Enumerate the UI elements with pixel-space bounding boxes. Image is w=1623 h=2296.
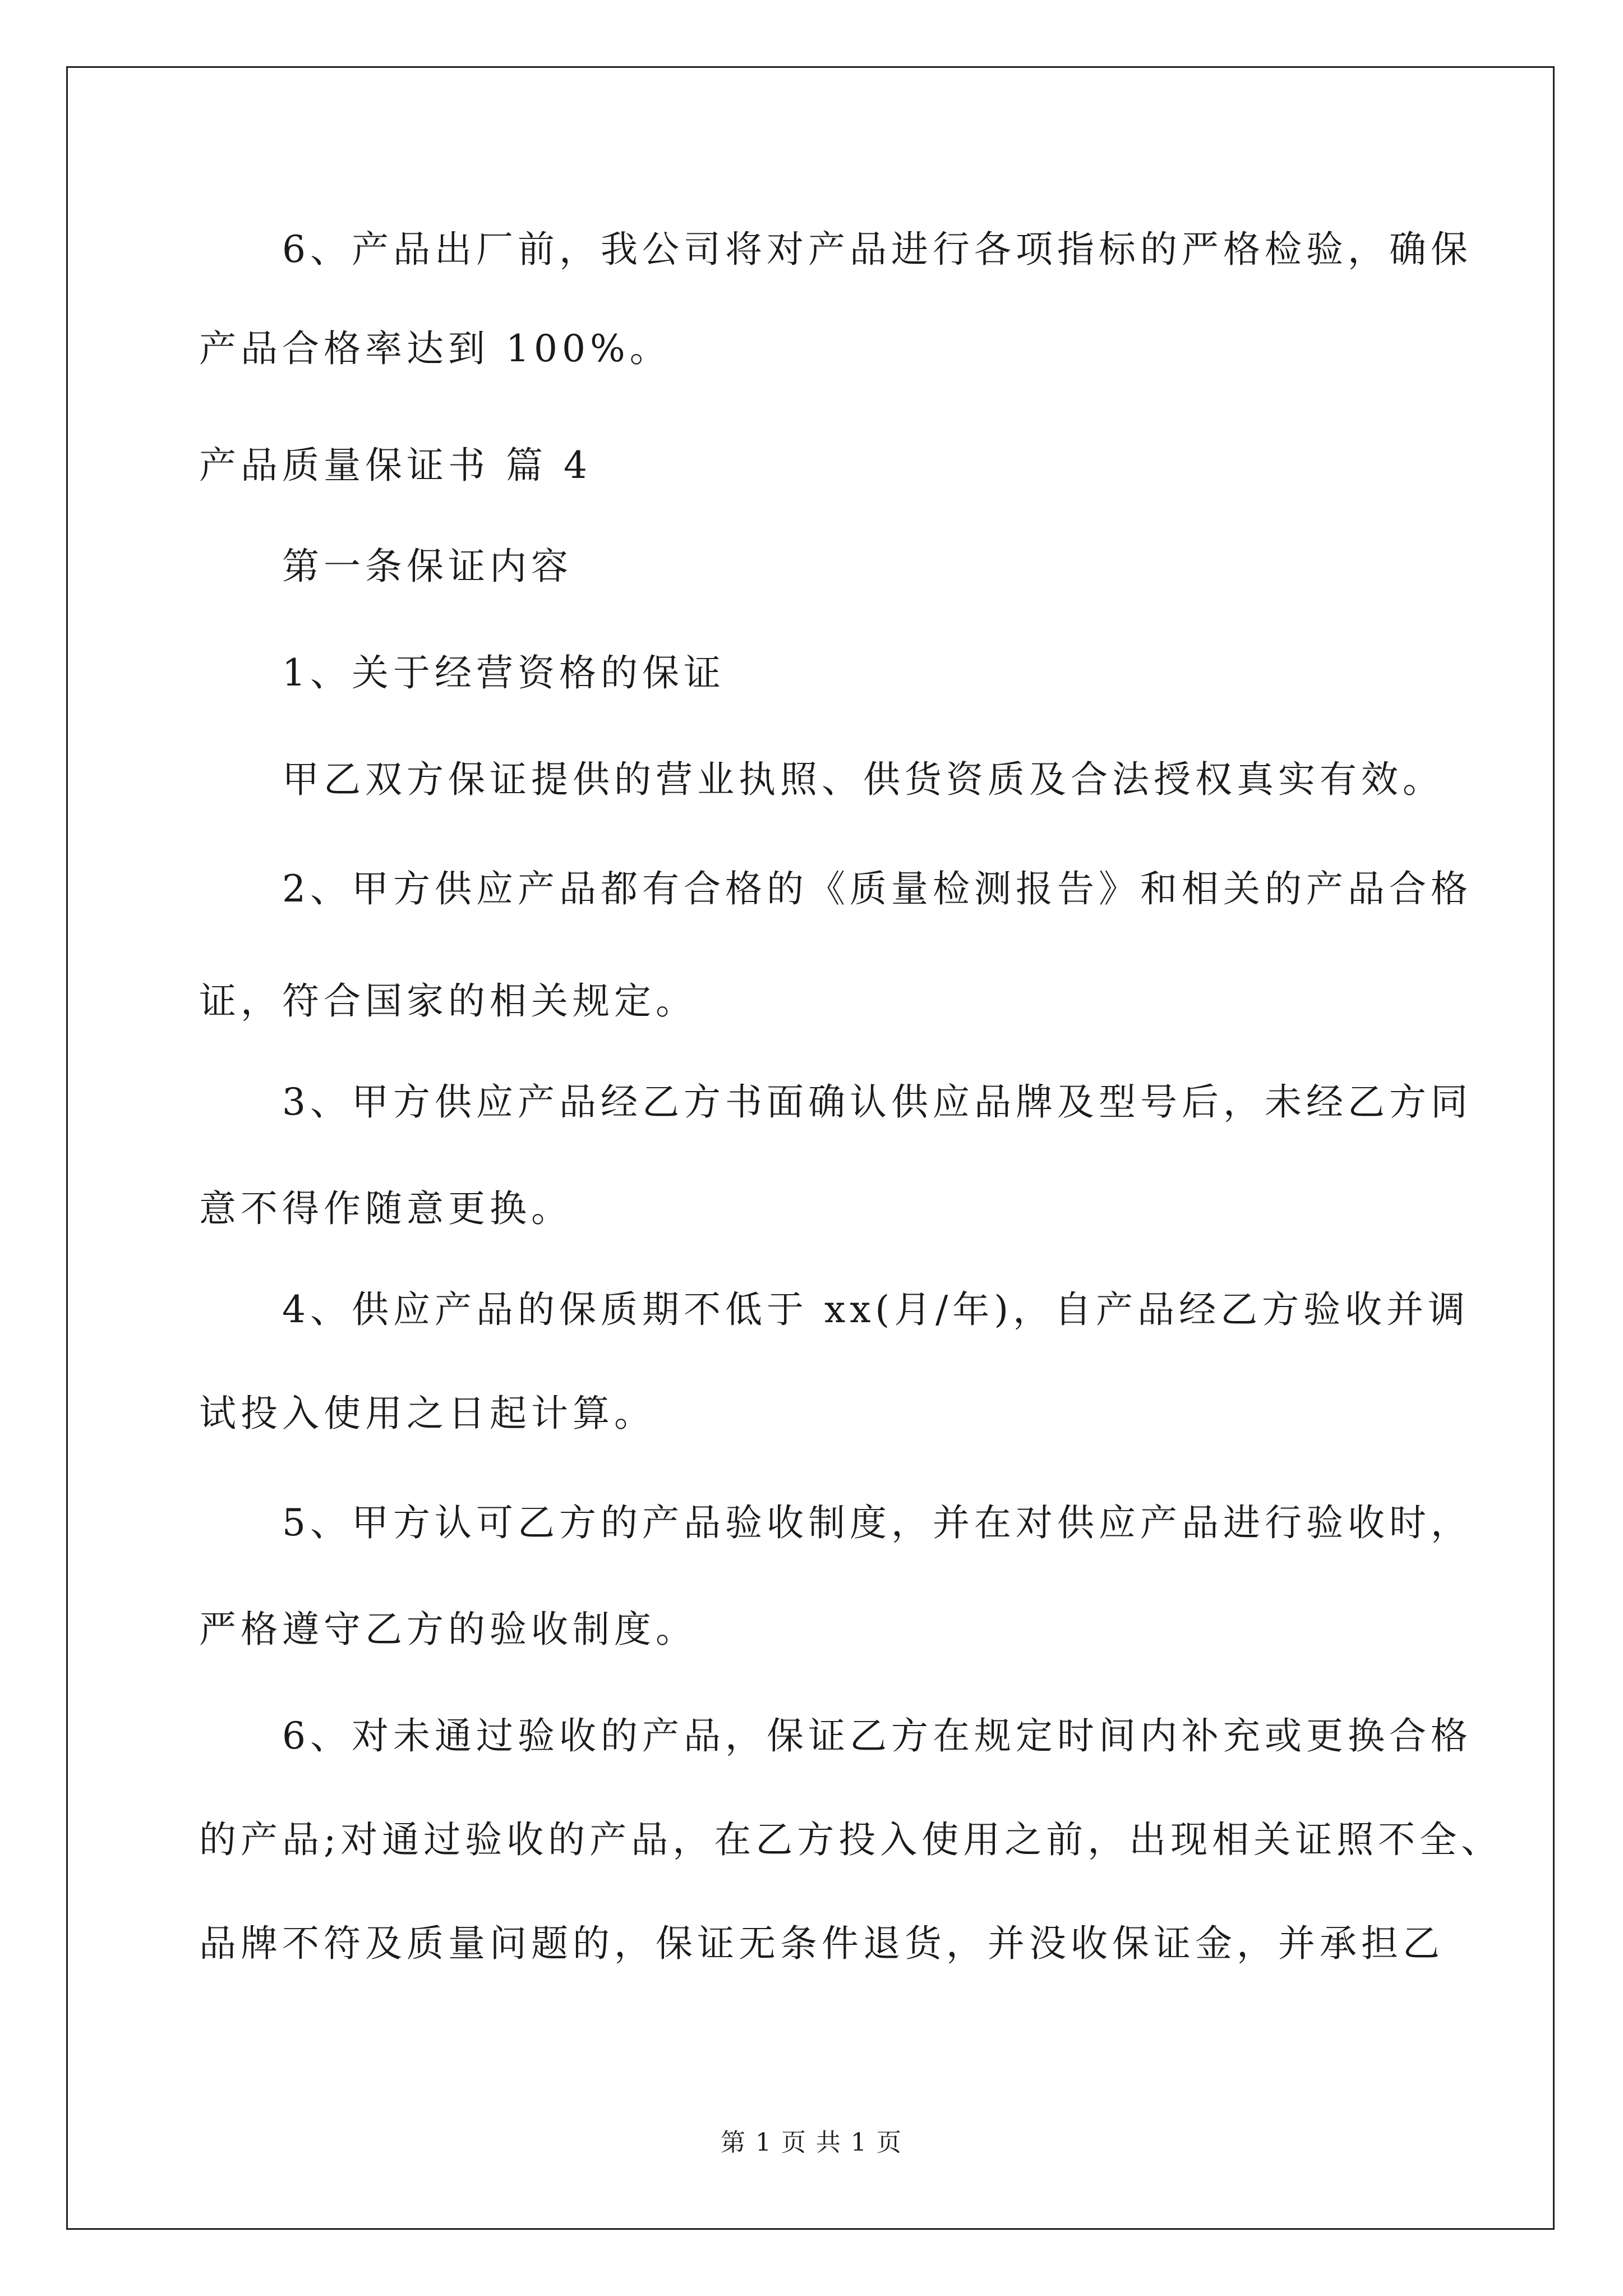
paragraph-line: 6、产品出厂前，我公司将对产品进行各项指标的严格检验，确保 (282, 228, 1472, 271)
paragraph-line: 意不得作随意更换。 (199, 1187, 573, 1230)
paragraph-line: 证，符合国家的相关规定。 (199, 979, 697, 1023)
paragraph-line: 试投入使用之日起计算。 (199, 1392, 656, 1435)
paragraph-line: 6、对未通过验收的产品，保证乙方在规定时间内补充或更换合格 (282, 1714, 1472, 1757)
paragraph-line: 4、供应产品的保质期不低于 xx(月/年)，自产品经乙方验收并调 (282, 1288, 1470, 1331)
paragraph-line: 第一条保证内容 (282, 545, 573, 588)
page-number-footer: 第 1 页 共 1 页 (721, 2128, 902, 2157)
page-border (66, 66, 1555, 2230)
section-heading: 产品质量保证书 篇 4 (199, 444, 592, 487)
paragraph-line: 甲乙双方保证提供的营业执照、供货资质及合法授权真实有效。 (282, 758, 1444, 801)
paragraph-line: 2、甲方供应产品都有合格的《质量检测报告》和相关的产品合格 (282, 867, 1472, 910)
paragraph-line: 3、甲方供应产品经乙方书面确认供应品牌及型号后，未经乙方同 (282, 1080, 1472, 1124)
paragraph-line: 品牌不符及质量问题的，保证无条件退货，并没收保证金，并承担乙 (199, 1922, 1444, 1965)
paragraph-line: 的产品;对通过验收的产品，在乙方投入使用之前，出现相关证照不全、 (199, 1818, 1503, 1861)
paragraph-line: 产品合格率达到 100%。 (199, 327, 671, 370)
paragraph-line: 严格遵守乙方的验收制度。 (199, 1608, 697, 1651)
paragraph-line: 1、关于经营资格的保证 (282, 651, 725, 694)
paragraph-line: 5、甲方认可乙方的产品验收制度，并在对供应产品进行验收时， (282, 1501, 1472, 1544)
